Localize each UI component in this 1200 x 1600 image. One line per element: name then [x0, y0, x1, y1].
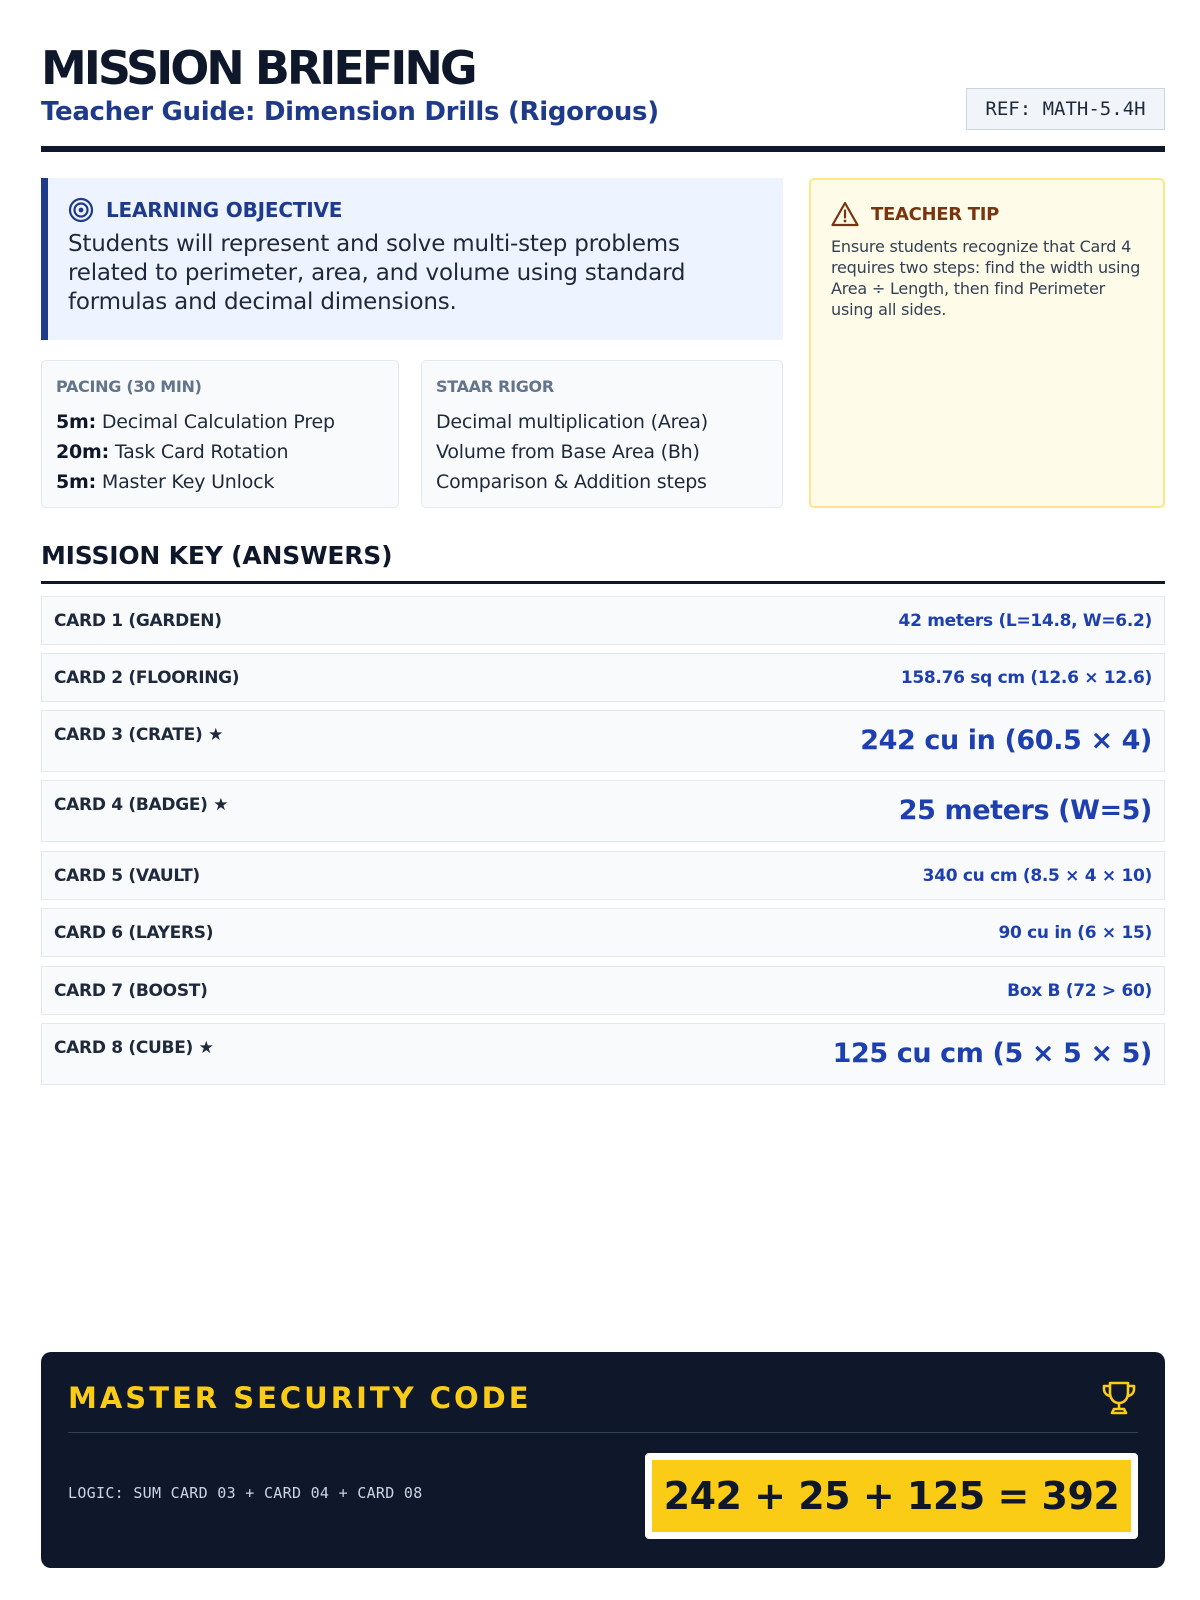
- answer-row-card-4: [41, 780, 1165, 842]
- rigor-item: Decimal multiplication (Area): [436, 411, 708, 433]
- card-name: CARD 3 (CRATE) ★: [54, 725, 224, 745]
- security-code-value: 242 + 25 + 125 = 392: [645, 1453, 1138, 1539]
- tip-label: TEACHER TIP: [871, 203, 1000, 225]
- header: [41, 38, 1165, 152]
- master-security-code-panel: [41, 1352, 1165, 1568]
- pacing-activity: Task Card Rotation: [109, 441, 289, 463]
- answer-row-card-8: [41, 1023, 1165, 1085]
- pacing-item: [56, 407, 384, 437]
- card-name: CARD 7 (BOOST): [54, 980, 208, 1001]
- answer-row-card-6: [41, 908, 1165, 957]
- answer-row-card-3: [41, 710, 1165, 772]
- teacher-tip-panel: [809, 178, 1165, 508]
- learning-objective-panel: [41, 178, 783, 340]
- card-name: CARD 4 (BADGE) ★: [54, 795, 229, 815]
- card-answer: 42 meters (L=14.8, W=6.2): [898, 610, 1152, 631]
- objective-header: [68, 196, 763, 224]
- target-icon: [68, 197, 94, 223]
- rigor-item: Comparison & Addition steps: [436, 471, 707, 493]
- rigor-list: [436, 407, 768, 497]
- card-answer: 242 cu in (60.5 × 4): [860, 725, 1152, 756]
- answer-row-card-5: [41, 851, 1165, 900]
- pacing-card: [41, 360, 399, 508]
- card-answer: 25 meters (W=5): [898, 795, 1152, 826]
- card-name: CARD 6 (LAYERS): [54, 922, 214, 943]
- card-name: CARD 5 (VAULT): [54, 865, 200, 886]
- answer-row-card-7: [41, 966, 1165, 1015]
- warning-icon: [831, 201, 859, 227]
- card-answer: 125 cu cm (5 × 5 × 5): [832, 1038, 1152, 1069]
- page-subtitle: Teacher Guide: Dimension Drills (Rigorous): [41, 97, 659, 127]
- answer-row-card-2: [41, 653, 1165, 702]
- pacing-activity: Decimal Calculation Prep: [96, 411, 335, 433]
- card-answer: Box B (72 > 60): [1007, 980, 1152, 1001]
- pacing-list: [56, 407, 384, 497]
- card-name: CARD 2 (FLOORING): [54, 667, 240, 688]
- pacing-time: 20m:: [56, 441, 110, 463]
- tip-header: [831, 200, 1143, 228]
- card-answer: 90 cu in (6 × 15): [998, 922, 1152, 943]
- card-answer: 158.76 sq cm (12.6 × 12.6): [900, 667, 1152, 688]
- rigor-label: STAAR RIGOR: [436, 377, 554, 396]
- page-title: MISSION BRIEFING: [41, 41, 475, 95]
- pacing-time: 5m:: [56, 411, 97, 433]
- rigor-item: Volume from Base Area (Bh): [436, 441, 700, 463]
- mission-briefing-page: [41, 0, 1165, 1600]
- answer-row-card-1: [41, 596, 1165, 645]
- footer-divider: [68, 1432, 1138, 1433]
- tip-text: Ensure students recognize that Card 4 requires two steps: find the width using Area ÷ Length, then find Perimeter using all sides.: [831, 237, 1141, 319]
- card-answer: 340 cu cm (8.5 × 4 × 10): [922, 865, 1152, 886]
- staar-rigor-card: [421, 360, 783, 508]
- objective-text: Students will represent and solve multi-step problems related to perimeter, area, and volume using standard formulas and decimal dimensions.: [68, 231, 686, 315]
- objective-label: LEARNING OBJECTIVE: [106, 198, 343, 222]
- trophy-icon: [1099, 1378, 1139, 1418]
- pacing-label: PACING (30 MIN): [56, 377, 202, 396]
- security-code-title: MASTER SECURITY CODE: [68, 1381, 532, 1415]
- pacing-item: [56, 467, 384, 497]
- card-name: CARD 1 (GARDEN): [54, 610, 222, 631]
- reference-badge: REF: MATH-5.4H: [966, 88, 1165, 130]
- mission-key-heading: MISSION KEY (ANSWERS): [41, 538, 1165, 584]
- pacing-activity: Master Key Unlock: [96, 471, 275, 493]
- pacing-item: [56, 437, 384, 467]
- card-name: CARD 8 (CUBE) ★: [54, 1038, 214, 1058]
- security-code-logic: LOGIC: SUM CARD 03 + CARD 04 + CARD 08: [68, 1484, 423, 1502]
- pacing-time: 5m:: [56, 471, 97, 493]
